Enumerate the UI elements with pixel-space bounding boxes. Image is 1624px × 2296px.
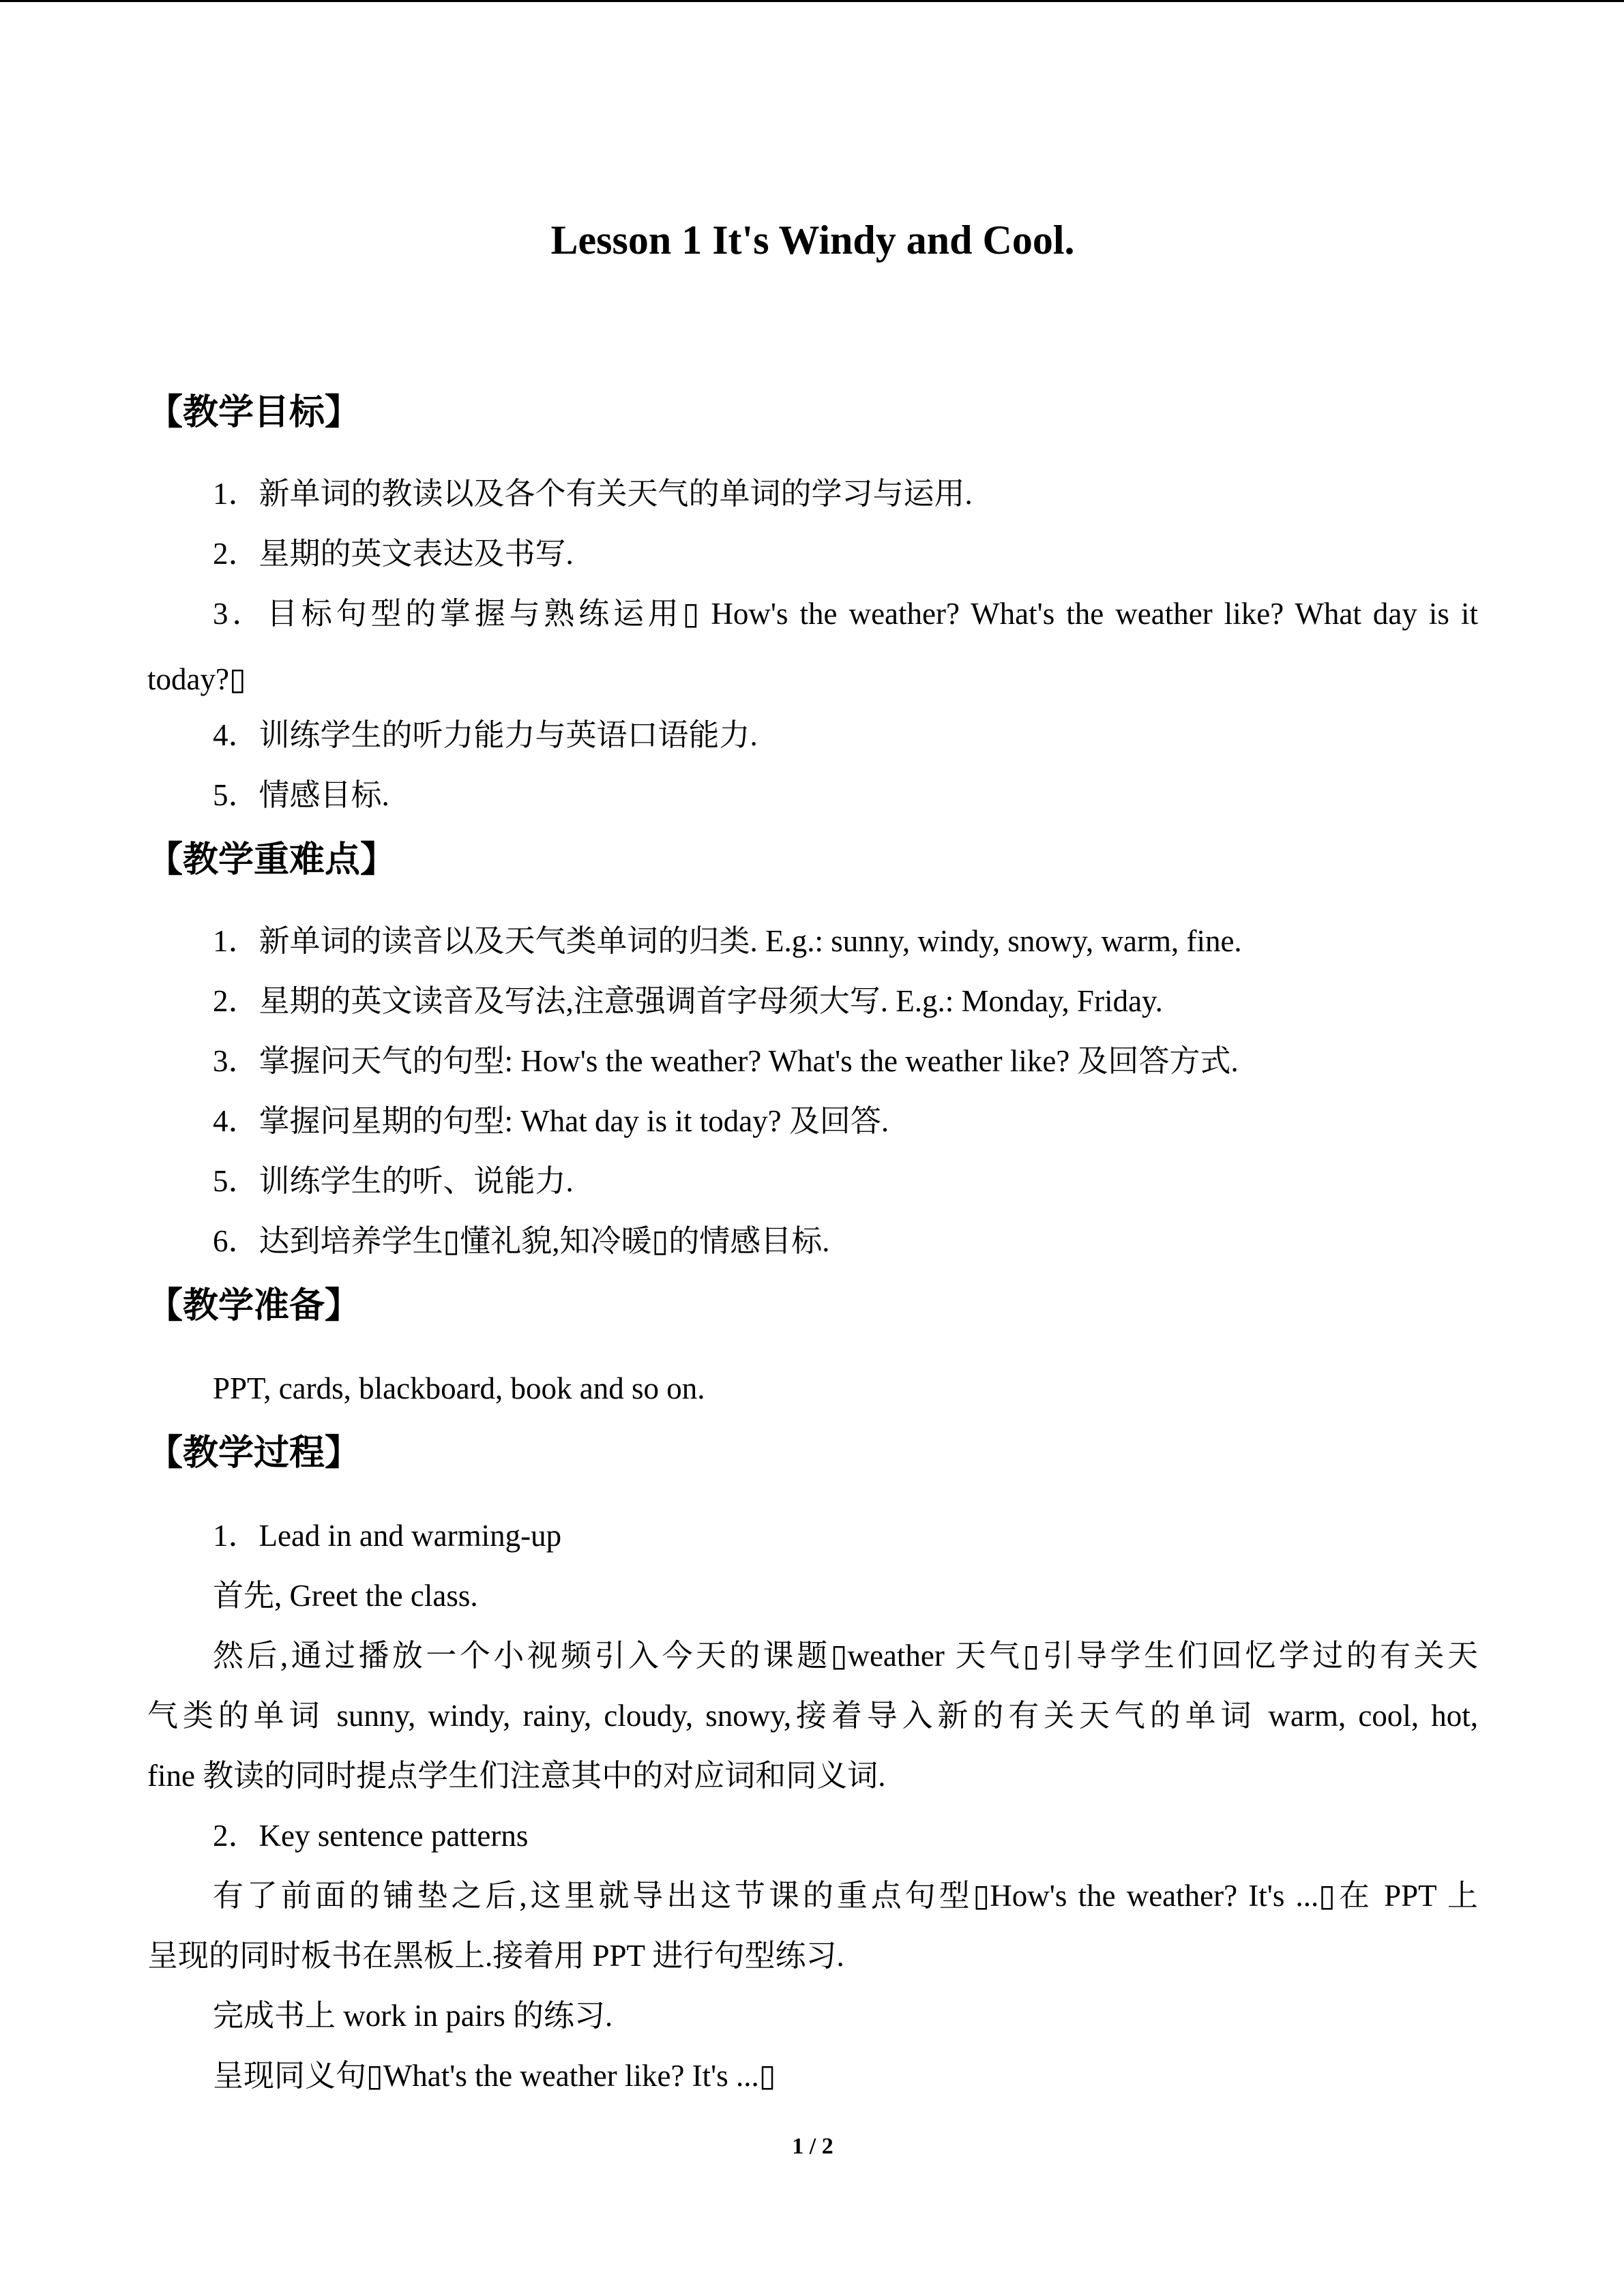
key-point-line: 1．新单词的读音以及天气类单词的归类. E.g.: sunny, windy, snowy, warm, fine.: [213, 924, 1242, 958]
key-point-line: 3．掌握问天气的句型: How's the weather? What's the weather like? 及回答方式.: [213, 1044, 1239, 1078]
process-line: 首先, Greet the class.: [213, 1579, 478, 1613]
process-line: 有了前面的铺垫之后,这里就导出这节课的重点句型▯How's the weather? It's ...▯在 PPT 上: [213, 1879, 1478, 1913]
section-heading-process: 【教学过程】: [147, 1433, 361, 1474]
process-line: fine 教读的同时提点学生们注意其中的对应词和同义词.: [147, 1759, 886, 1793]
section-heading-objectives: 【教学目标】: [147, 392, 361, 433]
process-line: 完成书上 work in pairs 的练习.: [213, 1999, 613, 2033]
key-point-line: 4．掌握问星期的句型: What day is it today? 及回答.: [213, 1104, 889, 1138]
objective-line: 5．情感目标.: [213, 778, 389, 812]
key-point-line: 6．达到培养学生▯懂礼貌,知冷暖▯的情感目标.: [213, 1224, 830, 1258]
objective-line: 3．目标句型的掌握与熟练运用▯ How's the weather? What's the weather like? What day is it: [213, 597, 1478, 631]
process-line: 呈现的同时板书在黑板上.接着用 PPT 进行句型练习.: [147, 1939, 844, 1973]
objective-line: 2．星期的英文表达及书写.: [213, 537, 574, 571]
top-border-line: [0, 0, 1624, 2]
key-point-line: 5．训练学生的听、说能力.: [213, 1164, 574, 1198]
section-heading-preparation: 【教学准备】: [147, 1285, 361, 1326]
process-line: 呈现同义句▯What's the weather like? It's ...▯: [213, 2059, 776, 2093]
objective-line: 1．新单词的教读以及各个有关天气的单词的学习与运用.: [213, 477, 973, 511]
process-line: 然后,通过播放一个小视频引入今天的课题▯weather 天气▯引导学生们回忆学过的有关天: [213, 1639, 1478, 1673]
section-heading-key-points: 【教学重难点】: [147, 839, 396, 880]
objective-line: today?▯: [147, 662, 246, 696]
page-number: 1 / 2: [792, 2134, 833, 2159]
document-title: Lesson 1 It's Windy and Cool.: [550, 218, 1075, 263]
preparation-line: PPT, cards, blackboard, book and so on.: [213, 1371, 705, 1405]
objective-line: 4．训练学生的听力能力与英语口语能力.: [213, 718, 758, 752]
process-line: 1．Lead in and warming-up: [213, 1519, 562, 1553]
process-line: 气类的单词 sunny, windy, rainy, cloudy, snowy,接着导入新的有关天气的单词 warm, cool, hot,: [147, 1699, 1478, 1733]
key-point-line: 2．星期的英文读音及写法,注意强调首字母须大写. E.g.: Monday, Friday.: [213, 984, 1163, 1018]
process-line: 2．Key sentence patterns: [213, 1819, 529, 1853]
